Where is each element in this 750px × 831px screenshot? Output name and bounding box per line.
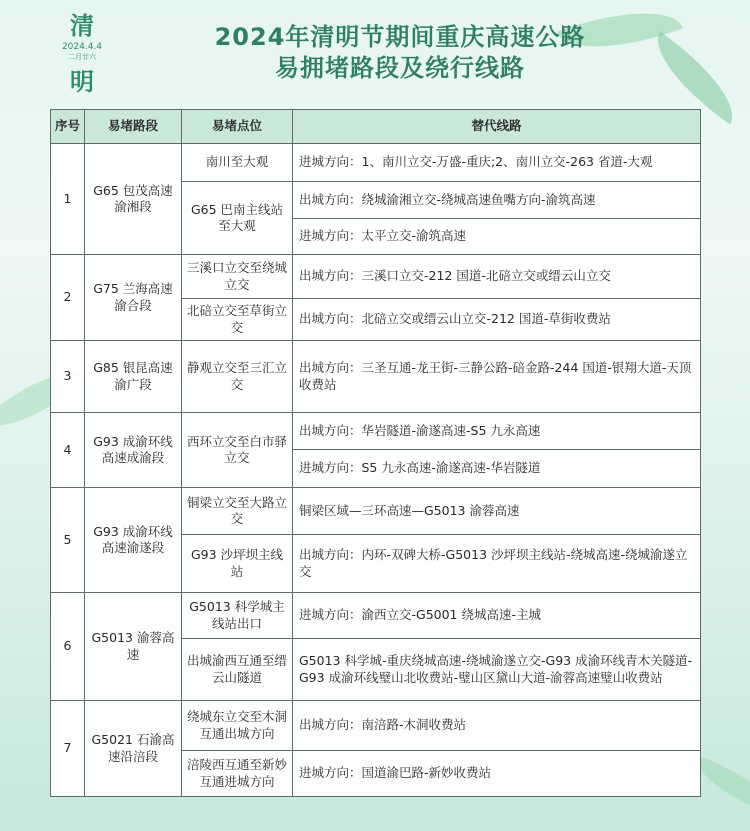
table-row <box>51 144 701 182</box>
section-name: G93 成渝环线高速渝遂段 <box>85 488 182 593</box>
point-name: 出城渝西互通至缙云山隧道 <box>182 639 293 701</box>
route-text: 进城方向：1、南川立交-万盛-重庆;2、南川立交-263 省道-大观 <box>293 144 701 182</box>
route-text: 进城方向：太平立交-渝筑高速 <box>293 219 701 255</box>
page-title <box>150 22 650 84</box>
section-name: G5013 渝蓉高速 <box>85 593 182 701</box>
point-name: 南川至大观 <box>182 144 293 182</box>
route-text: 进城方向：国道渝巴路-新妙收费站 <box>293 751 701 797</box>
point-name: 涪陵西互通至新妙互通进城方向 <box>182 751 293 797</box>
header-point: 易堵点位 <box>182 110 293 144</box>
table-header-row <box>51 110 701 144</box>
section-name: G93 成渝环线高速成渝段 <box>85 413 182 488</box>
point-name: G93 沙坪坝主线站 <box>182 535 293 593</box>
point-name: 北碚立交至草街立交 <box>182 299 293 341</box>
badge-date: 2024.4.4 <box>61 42 103 52</box>
route-text: 铜梁区域—三环高速—G5013 渝蓉高速 <box>293 488 701 535</box>
table-row <box>51 593 701 639</box>
title-line-2: 易拥堵路段及绕行线路 <box>275 54 525 82</box>
table-row <box>51 341 701 413</box>
point-name: G65 巴南主线站至大观 <box>182 182 293 255</box>
section-name: G75 兰海高速渝合段 <box>85 255 182 341</box>
section-name: G5021 石渝高速沿涪段 <box>85 701 182 797</box>
row-no: 1 <box>51 144 85 255</box>
point-name: G5013 科学城主线站出口 <box>182 593 293 639</box>
row-no: 4 <box>51 413 85 488</box>
table-row <box>51 701 701 751</box>
badge-char-2: 明 <box>70 67 94 96</box>
header-section: 易堵路段 <box>85 110 182 144</box>
header-route: 替代线路 <box>293 110 701 144</box>
badge-lunar-date: 二月廿六 <box>68 53 96 61</box>
section-name: G85 银昆高速渝广段 <box>85 341 182 413</box>
section-name: G65 包茂高速渝湘段 <box>85 144 182 255</box>
route-text: 出城方向：南涪路-木洞收费站 <box>293 701 701 751</box>
header-no: 序号 <box>51 110 85 144</box>
point-name: 三溪口立交至绕城立交 <box>182 255 293 299</box>
badge-char-1: 清 <box>70 11 94 40</box>
point-name: 静观立交至三汇立交 <box>182 341 293 413</box>
qingming-badge <box>56 12 108 96</box>
row-no: 7 <box>51 701 85 797</box>
route-text: 进城方向：S5 九永高速-渝遂高速-华岩隧道 <box>293 450 701 488</box>
route-text: G5013 科学城-重庆绕城高速-绕城渝遂立交-G93 成渝环线青木关隧道-G93 成渝环线璧山北收费站-璧山区黛山大道-渝蓉高速璧山收费站 <box>293 639 701 701</box>
row-no: 3 <box>51 341 85 413</box>
route-text: 出城方向：三圣互通-龙王街-三静公路-碚金路-244 国道-银翔大道-天顶收费站 <box>293 341 701 413</box>
row-no: 5 <box>51 488 85 593</box>
table-row <box>51 413 701 450</box>
congestion-table <box>50 109 701 797</box>
table-row <box>51 488 701 535</box>
table-row <box>51 255 701 299</box>
route-text: 出城方向：绕城渝湘立交-绕城高速鱼嘴方向-渝筑高速 <box>293 182 701 219</box>
route-text: 出城方向：三溪口立交-212 国道-北碚立交或缙云山立交 <box>293 255 701 299</box>
route-text: 出城方向：内环-双碑大桥-G5013 沙坪坝主线站-绕城高速-绕城渝遂立交 <box>293 535 701 593</box>
title-line-1: 2024年清明节期间重庆高速公路 <box>214 23 586 51</box>
point-name: 铜梁立交至大路立交 <box>182 488 293 535</box>
route-text: 出城方向：华岩隧道-渝遂高速-S5 九永高速 <box>293 413 701 450</box>
route-text: 出城方向：北碚立交或缙云山立交-212 国道-草街收费站 <box>293 299 701 341</box>
row-no: 2 <box>51 255 85 341</box>
point-name: 西环立交至白市驿立交 <box>182 413 293 488</box>
point-name: 绕城东立交至木洞互通出城方向 <box>182 701 293 751</box>
row-no: 6 <box>51 593 85 701</box>
route-text: 进城方向：渝西立交-G5001 绕城高速-主城 <box>293 593 701 639</box>
